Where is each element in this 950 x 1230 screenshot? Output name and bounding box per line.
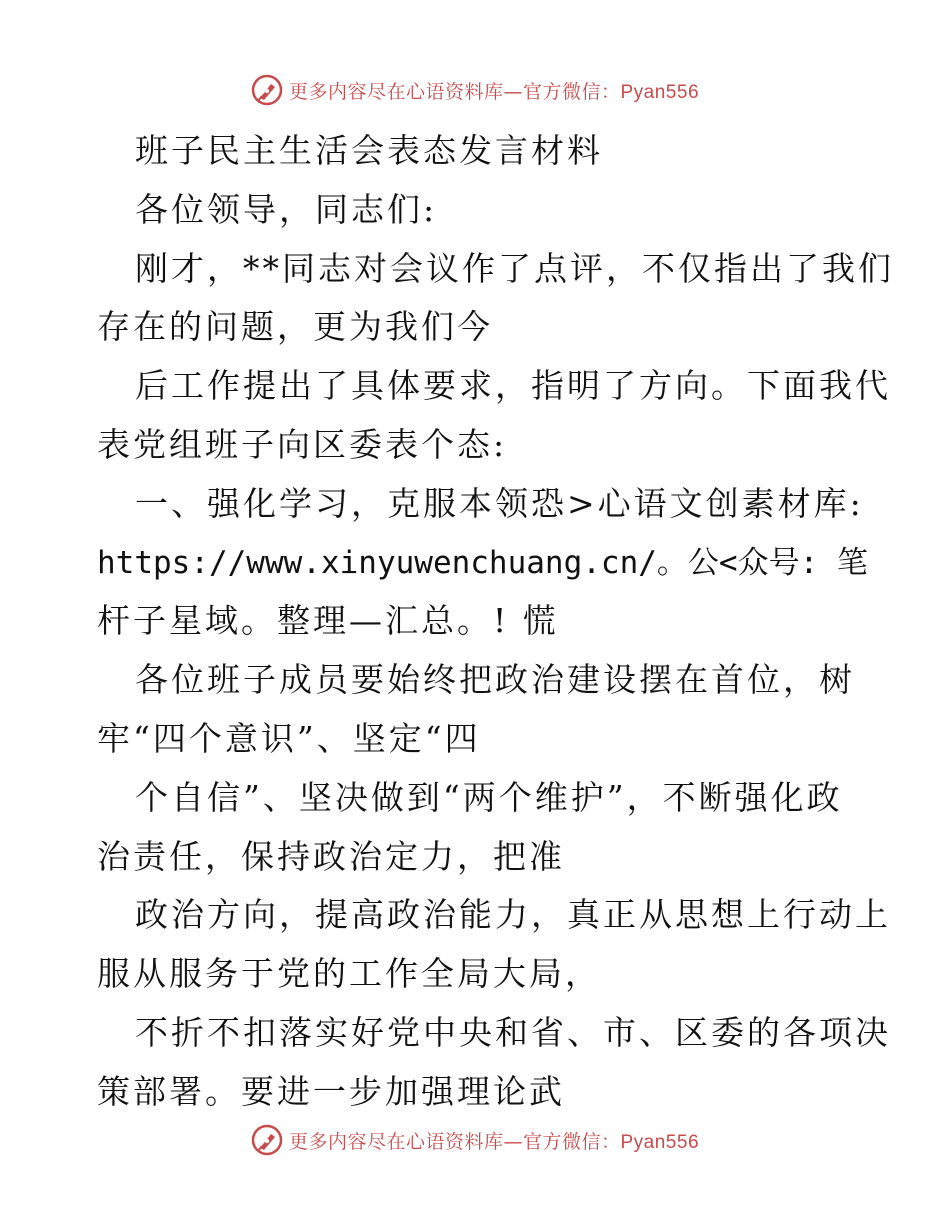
text-line: 不折不扣落实好党中央和省、市、区委的各项决	[135, 1012, 891, 1052]
text-line: 服从服务于党的工作全局大局，	[97, 954, 601, 994]
text-line: https://www.xinyuwenchuang.cn/。公<众号: 笔	[97, 544, 868, 581]
watermark-id: Pyan556	[620, 1131, 700, 1153]
text-line: 后工作提出了具体要求，指明了方向。下面我代	[135, 366, 891, 406]
header-watermark	[0, 70, 950, 110]
text-line: 策部署。要进一步加强理论武	[97, 1071, 565, 1111]
text-line: 牢“四个意识”、坚定“四	[97, 718, 481, 758]
text-line: 治责任，保持政治定力，把准	[97, 836, 565, 876]
text-line: 各位班子成员要始终把政治建设摆在首位，树	[135, 660, 855, 700]
text-line: 一、强化学习，克服本领恐>心语文创素材库:	[135, 483, 864, 523]
pen-nib-logo-icon	[251, 74, 283, 106]
watermark-label: 更多内容尽在心语资料库—官方微信：	[288, 1130, 621, 1153]
text-line: 存在的问题，更为我们今	[97, 307, 493, 347]
watermark-text	[289, 1127, 699, 1154]
text-line: 表党组班子向区委表个态:	[97, 424, 508, 464]
watermark-text	[289, 77, 699, 104]
text-line: 政治方向，提高政治能力，真正从思想上行动上	[135, 895, 891, 935]
pen-nib-logo-icon	[251, 1124, 283, 1156]
document-title: 班子民主生活会表态发言材料	[135, 131, 603, 170]
text-line: 各位领导，同志们:	[135, 189, 438, 229]
watermark-id: Pyan556	[620, 81, 700, 103]
document-body	[97, 122, 894, 1122]
text-line: 刚才，**同志对会议作了点评，不仅指出了我们	[135, 248, 894, 288]
watermark-label: 更多内容尽在心语资料库—官方微信：	[288, 80, 621, 103]
text-line: 杆子星域。整理—汇总。! 慌	[97, 601, 559, 641]
text-line: 个自信”、坚决做到“两个维护”，不断强化政	[135, 777, 843, 817]
footer-watermark	[0, 1120, 950, 1160]
